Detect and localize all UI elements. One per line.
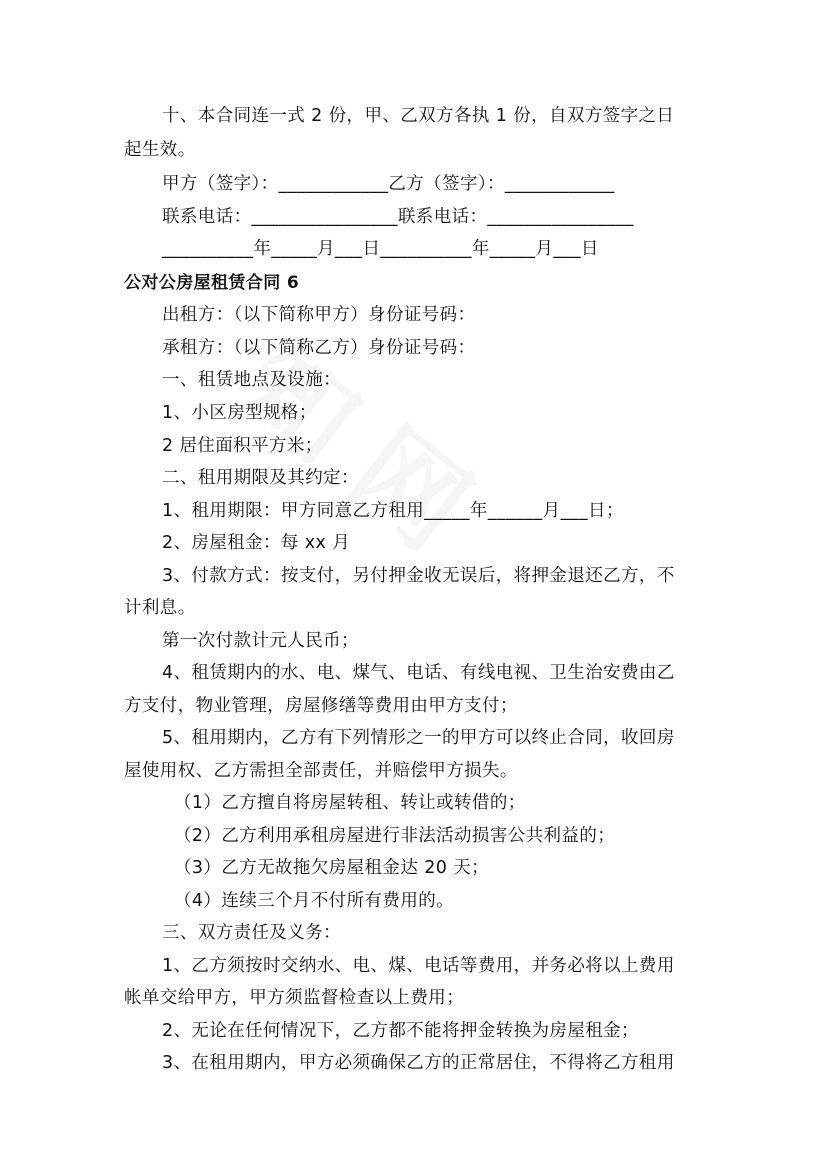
first-payment: 第一次付款计元人民币； — [162, 631, 359, 651]
clause-10-line-2: 起生效。 — [124, 140, 196, 160]
item-utilities-line-2: 方支付，物业管理，房屋修缮等费用由甲方支付； — [124, 696, 518, 716]
lessor-line: 出租方：（以下简称甲方）身份证号码： — [162, 305, 476, 325]
sub-item-3: （3）乙方无故拖欠房屋租金达 20 天； — [174, 858, 490, 878]
item-payment-line-2: 计利息。 — [124, 598, 196, 618]
item-area: 2 居住面积平方米； — [162, 436, 323, 456]
sub-item-2: （2）乙方利用承租房屋进行非法活动损害公共利益的； — [174, 826, 616, 846]
item-utilities-line-1: 4、租赁期内的水、电、煤气、电话、有线电视、卫生治安费由乙 — [162, 663, 675, 683]
heading-location: 一、租赁地点及设施： — [162, 370, 341, 390]
signature-line: 甲方（签字）：____________乙方（签字）：____________ — [162, 174, 615, 194]
lessee-line: 承租方：（以下简称乙方）身份证号码： — [162, 338, 476, 358]
duty-3: 3、在租用期内，甲方必须确保乙方的正常居住，不得将乙方租用 — [162, 1053, 675, 1073]
duty-1-line-1: 1、乙方须按时交纳水、电、煤、电话等费用，并务必将以上费用 — [162, 956, 675, 976]
phone-line: 联系电话：________________联系电话：________________ — [162, 207, 634, 227]
item-term: 1、租用期限：甲方同意乙方租用_____年______月___日； — [162, 501, 624, 521]
item-termination-line-2: 屋使用权、乙方需担全部责任，并赔偿甲方损失。 — [124, 761, 518, 781]
item-layout: 1、小区房型规格； — [162, 403, 317, 423]
section-title: 公对公房屋租赁合同 6 — [124, 273, 300, 293]
item-rent: 2、房屋租金：每 xx 月 — [162, 533, 351, 553]
heading-term: 二、租用期限及其约定： — [162, 468, 359, 488]
duty-1-line-2: 帐单交给甲方，甲方须监督检查以上费用； — [124, 988, 465, 1008]
date-line: __________年_____月___日__________年_____月___日 — [162, 239, 599, 259]
sub-item-1: （1）乙方擅自将房屋转租、转让或转借的； — [174, 793, 526, 813]
sub-item-4: （4）连续三个月不付所有费用的。 — [174, 891, 455, 911]
clause-10-line-1: 十、本合同连一式 2 份，甲、乙双方各执 1 份，自双方签字之日 — [162, 106, 675, 126]
item-payment-line-1: 3、付款方式：按支付，另付押金收无误后，将押金退还乙方，不 — [162, 566, 675, 586]
duty-2: 2、无论在任何情况下，乙方都不能将押金转换为房屋租金； — [162, 1021, 639, 1041]
heading-duties: 三、双方责任及义务： — [162, 923, 341, 943]
item-termination-line-1: 5、租用期内，乙方有下列情形之一的甲方可以终止合同，收回房 — [162, 728, 675, 748]
